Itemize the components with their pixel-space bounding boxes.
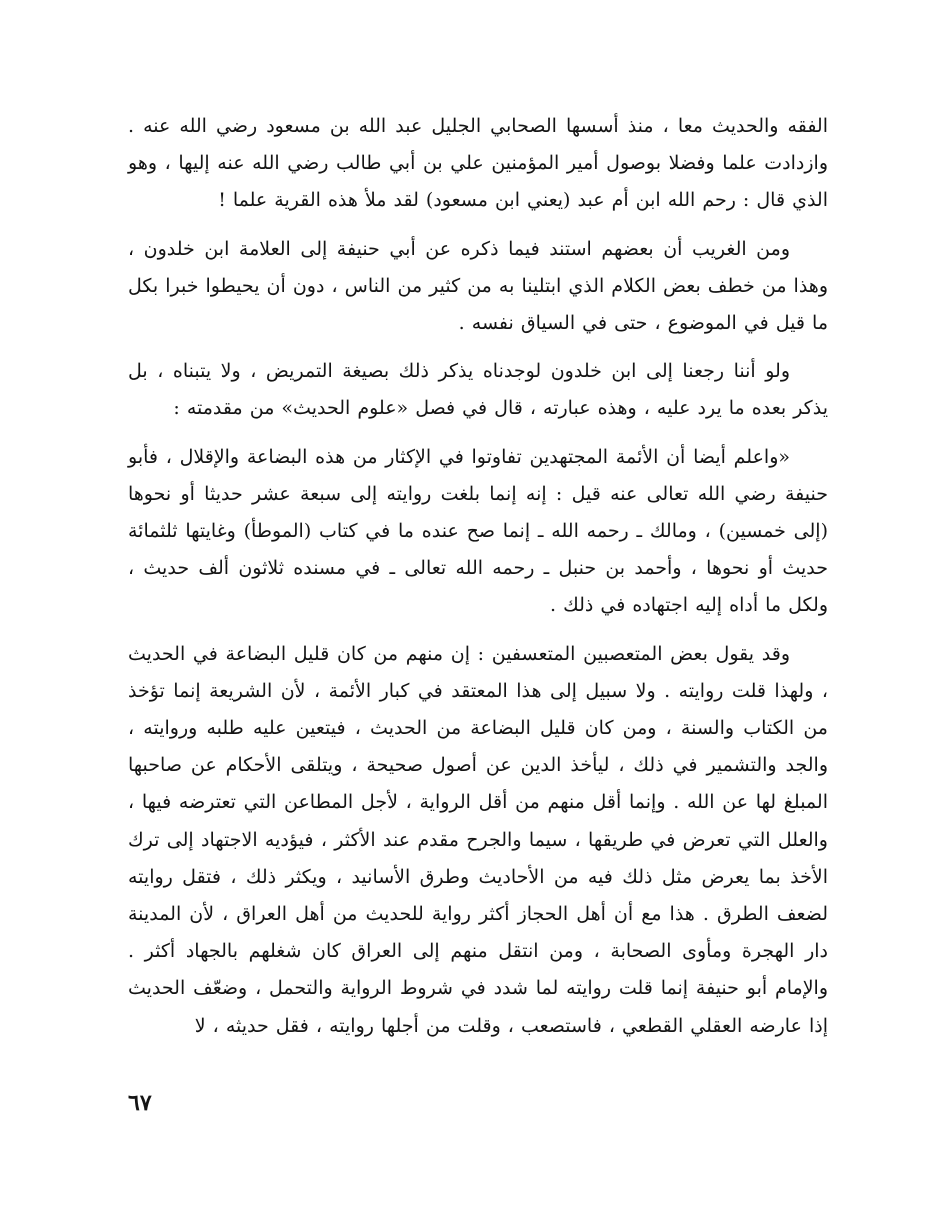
paragraph-2: ومن الغريب أن بعضهم استند فيما ذكره عن أبي حنيفة إلى العلامة ابن خلدون ، وهذا من خطف بعض الكلام الذي ابتلينا به من كثير من الناس ، دون أن يحيطوا خبرا بكل ما قيل في الموضوع ، حتى في السياق نفسه . (128, 237, 828, 335)
paragraph-3: ولو أننا رجعنا إلى ابن خلدون لوجدناه يذكر ذلك بصيغة التمريض ، ولا يتبناه ، بل يذكر بعده ما يرد عليه ، وهذه عبارته ، قال في فصل «علوم الحديث» من مقدمته : (128, 360, 828, 420)
paragraph-1: الفقه والحديث معا ، منذ أسسها الصحابي الجليل عبد الله بن مسعود رضي الله عنه . وازدادت علما وفضلا بوصول أمير المؤمنين علي بن أبي طالب رضي الله عنه إليها ، وهو الذي قال : رحم الله ابن أم عبد (يعني ابن مسعود) لقد ملأ هذه القرية علما ! (128, 115, 828, 212)
page-number: ٦٧ (128, 1090, 152, 1116)
body-text (128, 108, 828, 1045)
quote-paragraph: «واعلم أيضا أن الأئمة المجتهدين تفاوتوا في الإكثار من هذه البضاعة والإقلال ، فأبو حنيفة رضي الله تعالى عنه قيل : إنه إنما بلغت روايته إلى سبعة عشر حديثا أو نحوها (إلى خمسين) ، ومالك ـ رحمه الله ـ إنما صح عنده ما في كتاب (الموطأ) وغايتها ثلثمائة حديث أو نحوها ، وأحمد بن حنبل ـ رحمه الله تعالى ـ في مسنده ثلاثون ألف حديث ، ولكل ما أداه إليه اجتهاده في ذلك . (128, 445, 828, 617)
paragraph-5: وقد يقول بعض المتعصبين المتعسفين : إن منهم من كان قليل البضاعة في الحديث ، ولهذا قلت روايته . ولا سبيل إلى هذا المعتقد في كبار الأئمة ، لأن الشريعة إنما تؤخذ من الكتاب والسنة ، ومن كان قليل البضاعة من الحديث ، فيتعين عليه طلبه وروايته ، والجد والتشمير في ذلك ، ليأخذ الدين عن أصول صحيحة ، ويتلقى الأحكام عن صاحبها المبلغ لها عن الله . وإنما أقل منهم من أقل الرواية ، لأجل المطاعن التي تعترضه فيها ، والعلل التي تعرض في طريقها ، سيما والجرح مقدم عند الأكثر ، فيؤديه الاجتهاد إلى ترك الأخذ بما يعرض مثل ذلك فيه من الأحاديث وطرق الأسانيد ، ويكثر ذلك ، فتقل روايته لضعف الطرق . هذا مع أن أهل الحجاز أكثر رواية للحديث من أهل العراق ، لأن المدينة دار الهجرة ومأوى الصحابة ، ومن انتقل منهم إلى العراق كان شغلهم بالجهاد أكثر . والإمام أبو حنيفة إنما قلت روايته لما شدد في شروط الرواية والتحمل ، وضعّف الحديث إذا عارضه العقلي القطعي ، فاستصعب ، وقلت من أجلها روايته ، فقل حديثه ، لا (128, 642, 828, 1037)
